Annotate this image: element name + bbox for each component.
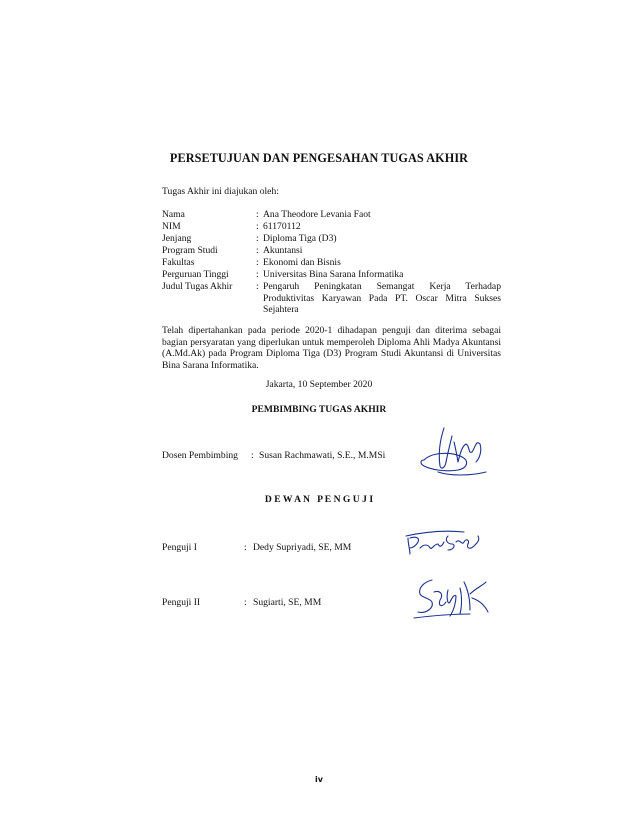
field-label-jenjang: Jenjang bbox=[162, 233, 192, 244]
examiners-heading: D E W A N P E N G U J I bbox=[264, 494, 374, 505]
field-colon: : bbox=[256, 221, 259, 232]
field-label-judul: Judul Tugas Akhir bbox=[162, 281, 233, 292]
examiner-2-signature bbox=[410, 572, 498, 624]
examiner-1-signature bbox=[404, 526, 486, 558]
field-label-nim: NIM bbox=[162, 221, 181, 232]
field-value-fakultas: Ekonomi dan Bisnis bbox=[263, 257, 341, 268]
field-value-nama: Ana Theodore Levania Faot bbox=[263, 209, 371, 220]
place-date: Jakarta, 10 September 2020 bbox=[265, 379, 373, 390]
field-value-nim: 61170112 bbox=[263, 221, 301, 232]
field-colon: : bbox=[256, 281, 259, 292]
field-colon: : bbox=[256, 233, 259, 244]
examiner-2-colon: : bbox=[244, 597, 247, 608]
field-value-perguruan-tinggi: Universitas Bina Sarana Informatika bbox=[263, 269, 404, 280]
field-colon: : bbox=[256, 245, 259, 256]
field-colon: : bbox=[256, 269, 259, 280]
page-title: PERSETUJUAN DAN PENGESAHAN TUGAS AKHIR bbox=[169, 151, 469, 165]
field-label-nama: Nama bbox=[162, 209, 185, 220]
examiner-1-name: Dedy Supriyadi, SE, MM bbox=[253, 542, 352, 553]
field-colon: : bbox=[256, 257, 259, 268]
field-value-jenjang: Diploma Tiga (D3) bbox=[263, 233, 337, 244]
intro-text: Tugas Akhir ini diajukan oleh: bbox=[162, 186, 279, 197]
examiner-2-name: Sugiarti, SE, MM bbox=[253, 597, 322, 608]
field-label-program-studi: Program Studi bbox=[162, 245, 218, 256]
field-value-program-studi: Akuntansi bbox=[263, 245, 303, 256]
supervisor-name: Susan Rachmawati, S.E., M.MSi bbox=[259, 450, 386, 461]
supervisor-signature bbox=[410, 422, 500, 482]
approval-paragraph: Telah dipertahankan pada periode 2020-1 dihadapan penguji dan diterima sebagai bagian persyaratan yang diperlukan untuk memperoleh Diploma Ahli Madya Akuntansi (A.Md.Ak) pada Program Diploma Tiga (D3) Program Studi Akuntansi di Universitas Bina Sarana Informatika. bbox=[162, 325, 501, 371]
field-label-fakultas: Fakultas bbox=[162, 257, 195, 268]
field-colon: : bbox=[256, 209, 259, 220]
examiner-2-label: Penguji II bbox=[162, 597, 201, 608]
examiner-1-label: Penguji I bbox=[162, 542, 197, 553]
supervisor-heading: PEMBIMBING TUGAS AKHIR bbox=[251, 404, 387, 415]
supervisor-colon: : bbox=[251, 450, 254, 461]
supervisor-label: Dosen Pembimbing bbox=[162, 450, 238, 461]
field-value-judul: Pengaruh Peningkatan Semangat Kerja Terhadap Produktivitas Karyawan Pada PT. Oscar Mitra Sukses Sejahtera bbox=[263, 281, 501, 316]
page-number: iv bbox=[315, 775, 323, 784]
examiner-1-colon: : bbox=[244, 542, 247, 553]
field-label-perguruan-tinggi: Perguruan Tinggi bbox=[162, 269, 229, 280]
